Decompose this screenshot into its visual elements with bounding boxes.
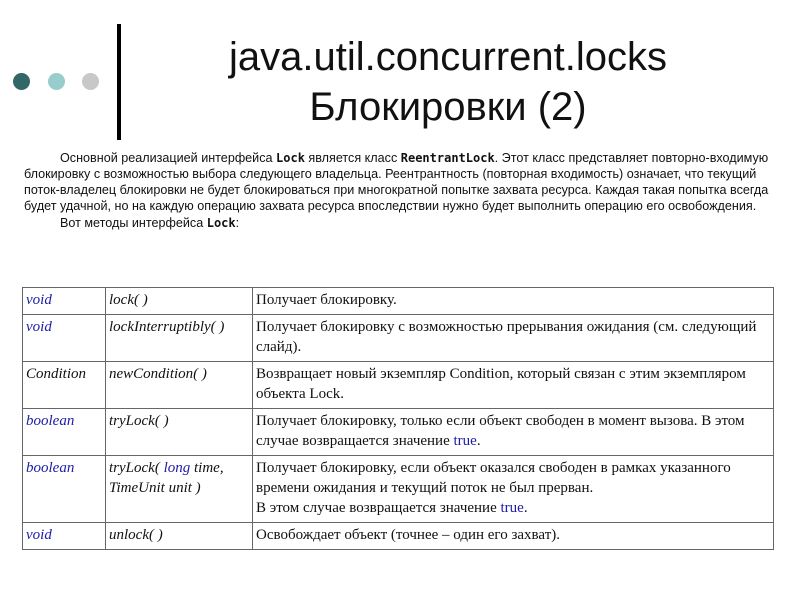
- method-description: [253, 409, 774, 456]
- method-description: Освобождает объект (точнее – один его захват).: [253, 523, 774, 550]
- table-row: [23, 362, 774, 409]
- table-row: [23, 315, 774, 362]
- text-run: Получает блокировку, только если объект свободен в момент вызова. В этом случае возвращается значение: [256, 413, 745, 449]
- title-line-1: java.util.concurrent.locks: [229, 35, 667, 79]
- code-lock: Lock: [276, 151, 305, 165]
- intro-paragraph-2: [24, 215, 776, 231]
- slide-title: [128, 32, 768, 132]
- text-run: time, TimeUnit unit ): [109, 460, 224, 496]
- decor-dot-dark: [13, 73, 30, 90]
- return-type: boolean: [23, 409, 106, 456]
- code-reentrantlock: ReentrantLock: [400, 151, 495, 165]
- text-run: :: [235, 216, 240, 230]
- method-description: Возвращает новый экземпляр Condition, который связан с этим экземпляром объекта Lock.: [253, 362, 774, 409]
- table-row: [23, 523, 774, 550]
- return-type: Condition: [23, 362, 106, 409]
- decor-dot-light: [48, 73, 65, 90]
- decor-dot-gray: [82, 73, 99, 90]
- text-run: Основной реализацией интерфейса: [60, 151, 277, 165]
- text-run: . Этот класс представляет повторно-входимую блокировку с возможностью выбора следующего владельца. Реентрантность (повторная входимость) означает, что текущий поток-владелец блокировки не будет блокироваться при многократной попытке захвата ресурса. Каждая такая попытка всегда будет удачной, но на каждую операцию захвата ресурса впоследствии нужно будет выполнить операцию его освобождения.: [24, 151, 769, 213]
- method-description: Получает блокировку с возможностью прерывания ожидания (см. следующий слайд).: [253, 315, 774, 362]
- method-description: [253, 456, 774, 523]
- return-type: void: [23, 315, 106, 362]
- return-type: boolean: [23, 456, 106, 523]
- title-divider: [117, 24, 121, 140]
- method-description: Получает блокировку.: [253, 288, 774, 315]
- text-run: Получает блокировку, если объект оказался свободен в рамках указанного времени ожидания и текущий поток не был прерван.: [256, 460, 731, 496]
- code-lock: Lock: [206, 216, 236, 230]
- text-run: В этом случае возвращается значение: [256, 500, 501, 516]
- method-signature: unlock( ): [106, 523, 253, 550]
- text-run: Вот методы интерфейса: [60, 216, 207, 230]
- long-keyword: long: [163, 460, 191, 476]
- true-literal: true: [500, 500, 524, 516]
- text-run: tryLock(: [109, 460, 164, 476]
- table-row: [23, 409, 774, 456]
- method-signature: newCondition( ): [106, 362, 253, 409]
- return-type: void: [23, 523, 106, 550]
- method-signature: tryLock( ): [106, 409, 253, 456]
- method-signature: lock( ): [106, 288, 253, 315]
- text-run: является класс: [304, 151, 401, 165]
- true-literal: true: [453, 433, 477, 449]
- text-run: .: [523, 500, 528, 516]
- text-run: .: [476, 433, 481, 449]
- method-signature: lockInterruptibly( ): [106, 315, 253, 362]
- table-row: [23, 456, 774, 523]
- return-type: void: [23, 288, 106, 315]
- intro-text: [24, 150, 776, 231]
- methods-table: [22, 287, 774, 550]
- table-row: [23, 288, 774, 315]
- intro-paragraph-1: [24, 150, 776, 214]
- title-line-2: Блокировки (2): [309, 85, 587, 129]
- method-signature: [106, 456, 253, 523]
